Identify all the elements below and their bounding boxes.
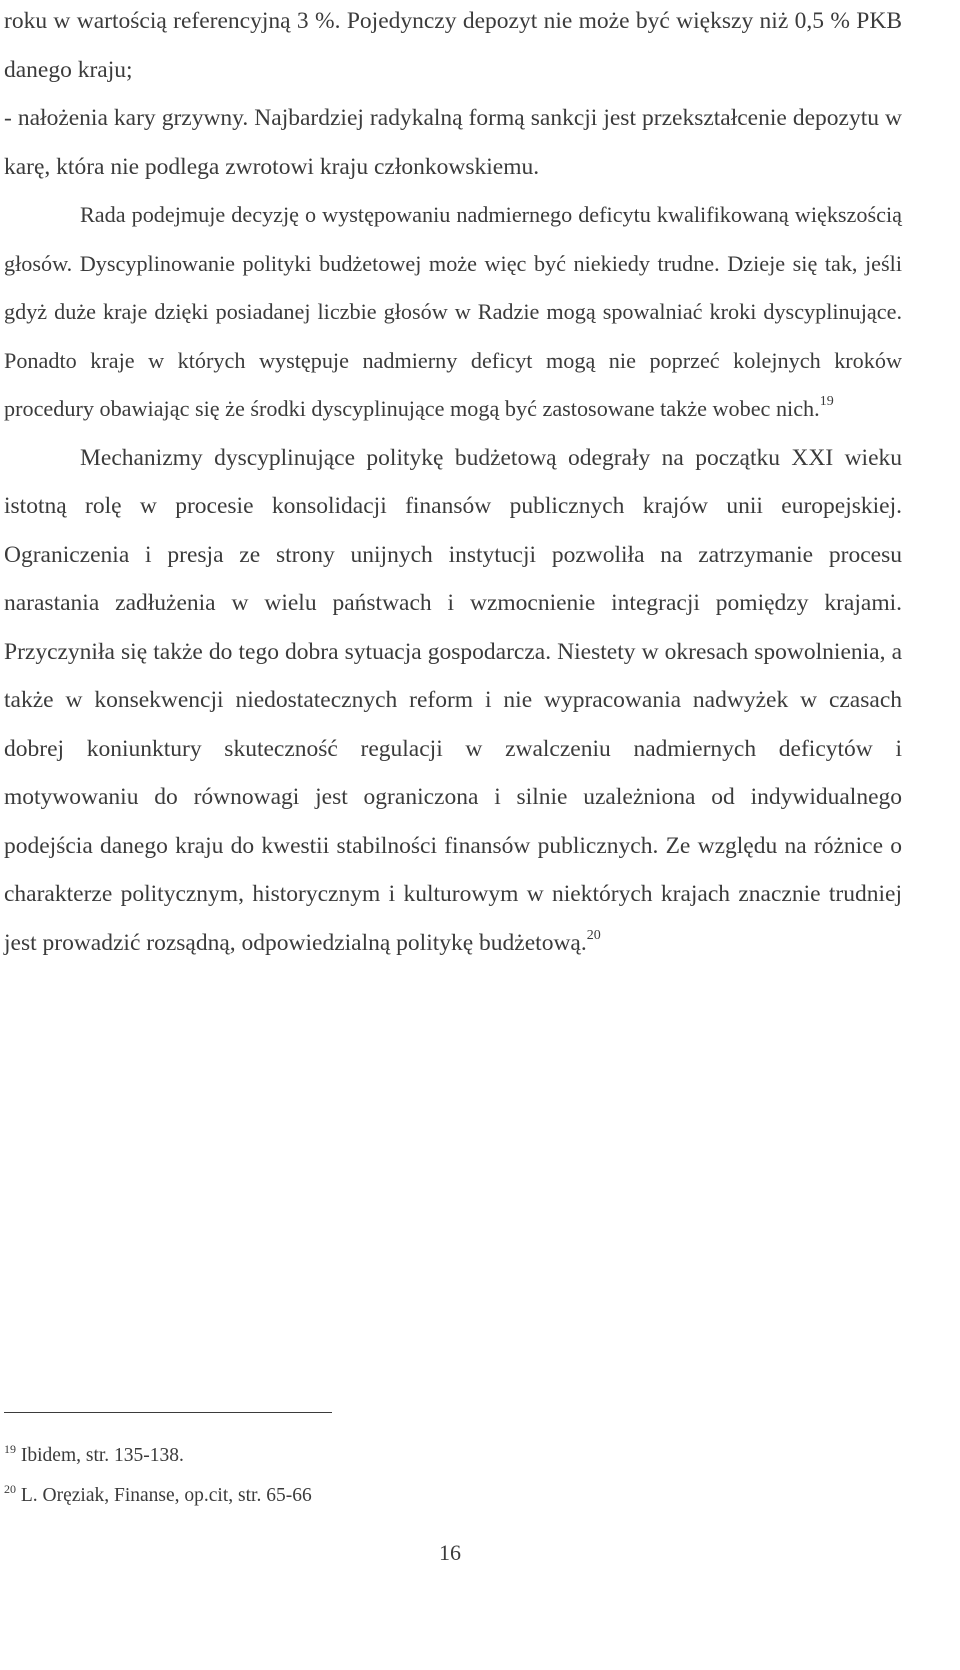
footnote-20	[4, 1484, 312, 1508]
footnote-19-text: Ibidem, str. 135-138.	[16, 1445, 184, 1466]
paragraph-disciplinary-mechanisms-text: Mechanizmy dyscyplinujące politykę budżetową odegrały na początku XXI wieku istotną rolę w procesie konsolidacji finansów publicznych krajów unii europejskiej. Ograniczenia i presja ze strony unijnych instytucji pozwoliła na zatrzymanie procesu narastania zadłużenia w wielu państwach i wzmocnienie integracji pomiędzy krajami. Przyczyniła się także do tego dobra sytuacja gospodarcza. Niestety w okresach spowolnienia, a także w konsekwencji niedostatecznych reform i nie wypracowania nadwyżek w czasach dobrej koniunktury skuteczność regulacji w zwalczeniu nadmiernych deficytów i motywowaniu do równowagi jest ograniczona i silnie uzależniona od indywidualnego podejścia danego kraju do kwestii stabilności finansów publicznych. Ze względu na różnice o charakterze politycznym, historycznym i kulturowym w niektórych krajach znacznie trudniej jest prowadzić rozsądną, odpowiedzialną politykę budżetową.	[4, 444, 902, 956]
paragraph-continuation: roku w wartością referencyjną 3 %. Pojedynczy depozyt nie może być większy niż 0,5 % PKB danego kraju;	[4, 8, 902, 83]
paragraph-council-decision-text: Rada podejmuje decyzję o występowaniu nadmiernego deficytu kwalifikowaną większością głosów. Dyscyplinowanie polityki budżetowej może więc być niekiedy trudne. Dzieje się tak, jeśli gdyż duże kraje dzięki posiadanej liczbie głosów w Radzie mogą spowalniać kroki dyscyplinujące. Ponadto kraje w których występuje nadmierny deficyt mogą nie poprzeć kolejnych kroków procedury obawiając się że środki dyscyplinujące mogą być zastosowane także wobec nich.	[4, 202, 902, 421]
footnote-19-number: 19	[4, 1442, 16, 1456]
paragraph-council-decision	[0, 191, 960, 434]
footnote-separator	[4, 1412, 332, 1413]
paragraph-list-item-fines: - nałożenia kary grzywny. Najbardziej radykalną formą sankcji jest przekształcenie depozytu w karę, która nie podlega zwrotowi kraju członkowskiemu.	[4, 105, 902, 180]
footnote-reference-19[interactable]: 19	[819, 394, 834, 409]
paragraph-disciplinary-mechanisms	[0, 434, 960, 968]
footnote-reference-20[interactable]: 20	[586, 927, 601, 943]
footnote-20-number: 20	[4, 1482, 16, 1496]
footnote-19	[4, 1444, 184, 1468]
footnote-20-text: L. Oręziak, Finanse, op.cit, str. 65-66	[16, 1485, 312, 1506]
page-number: 16	[439, 1540, 461, 1565]
